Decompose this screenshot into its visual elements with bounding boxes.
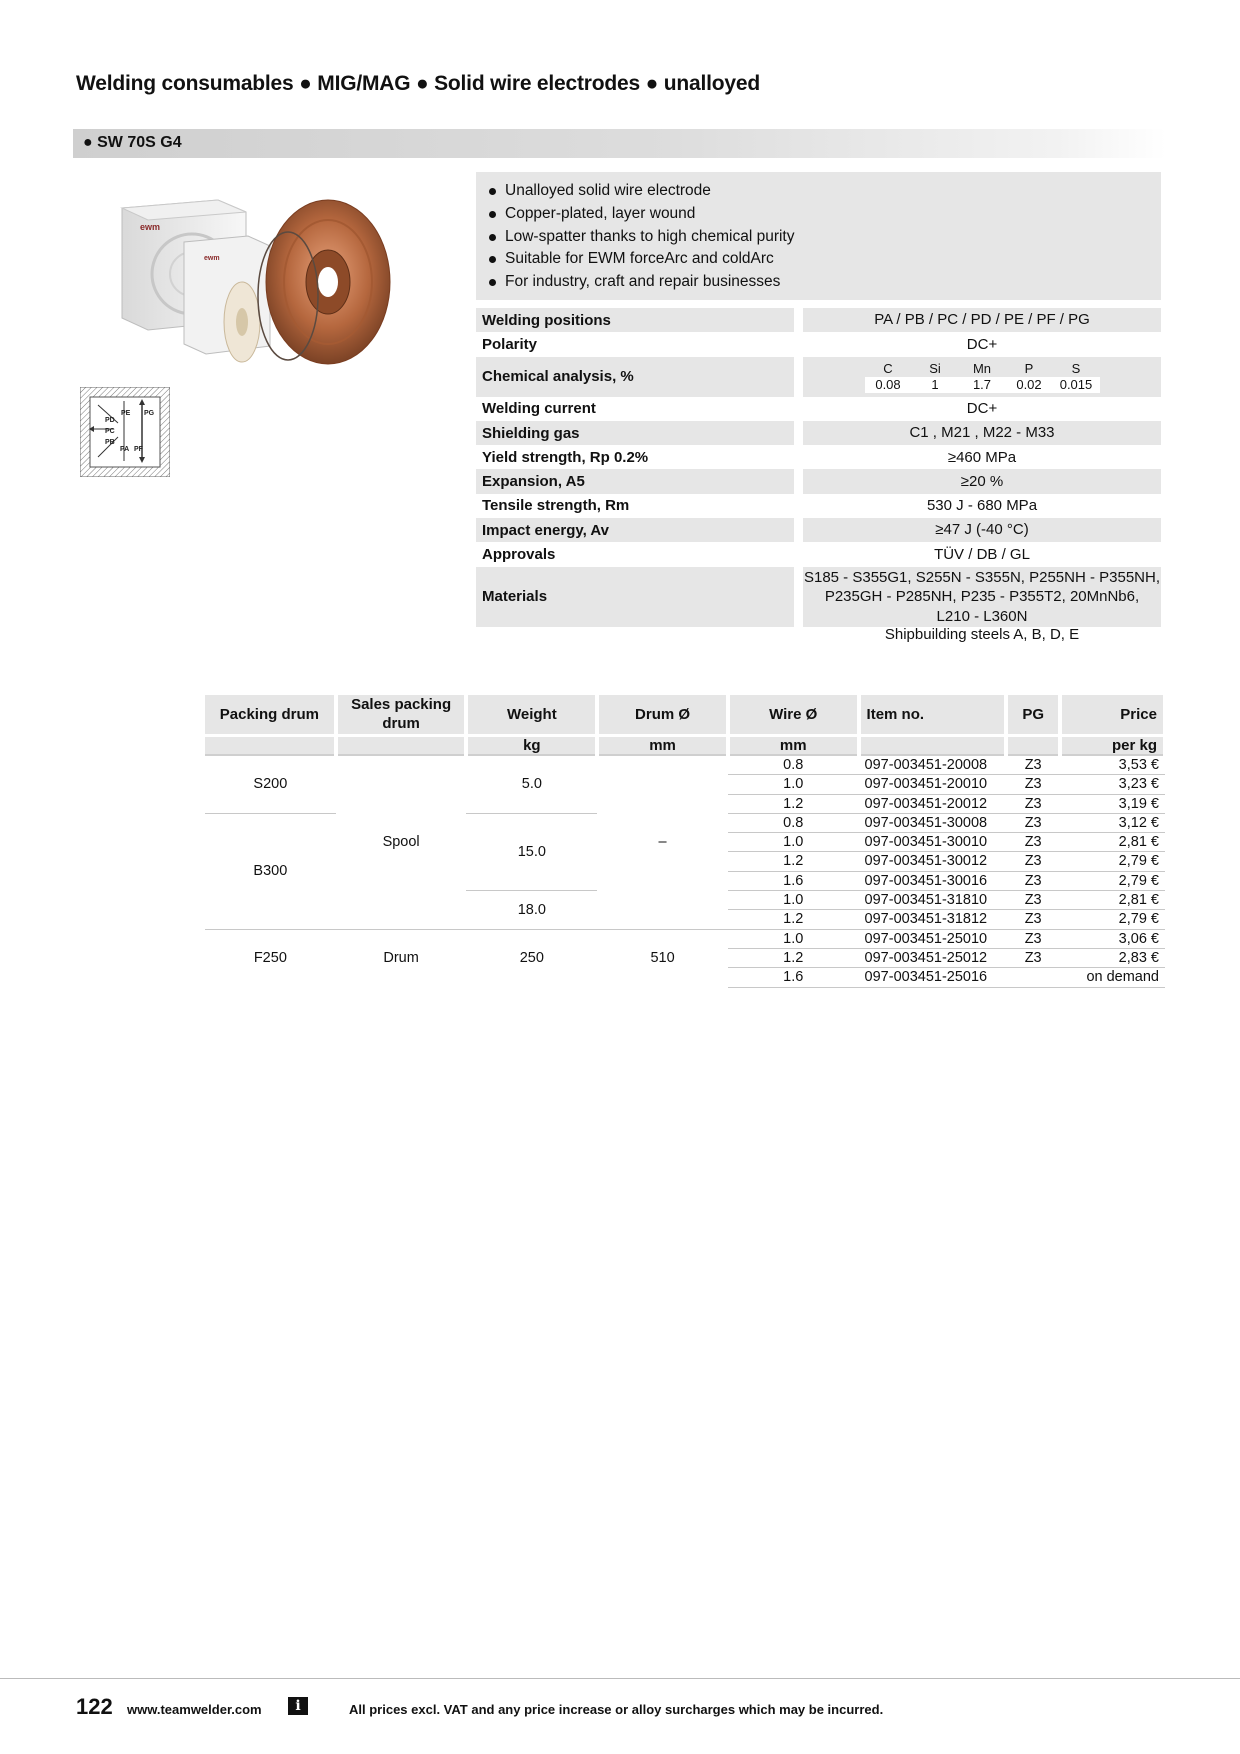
- sales-packing-cell: Drum: [336, 929, 467, 987]
- brand-logo-front: ewm: [204, 255, 220, 262]
- materials-line: L210 - L360N: [936, 607, 1028, 625]
- spec-row-polarity: [476, 332, 1161, 356]
- item-no-cell: 097-003451-25010: [859, 929, 1007, 948]
- price-cell: on demand: [1060, 968, 1165, 987]
- wire-dia-cell: 1.6: [728, 968, 859, 987]
- spec-value: DC+: [966, 335, 998, 353]
- price-cell: 3,12 €: [1060, 813, 1165, 832]
- wire-dia-cell: 0.8: [728, 813, 859, 832]
- table-row: [205, 755, 1165, 775]
- feature-item: Low-spatter thanks to high chemical purity: [487, 226, 1161, 249]
- unit-empty: [859, 735, 1007, 755]
- pg-cell: Z3: [1006, 929, 1060, 948]
- packing-drum-cell: F250: [205, 929, 336, 987]
- spec-label: Welding current: [482, 400, 596, 418]
- item-no-cell: 097-003451-20012: [859, 794, 1007, 813]
- spec-value: ≥460 MPa: [947, 448, 1017, 466]
- spec-row-welding-positions: [476, 308, 1161, 332]
- wire-dia-cell: 1.0: [728, 891, 859, 910]
- col-header-packing-drum: Packing drum: [205, 695, 336, 735]
- wire-dia-cell: 1.0: [728, 929, 859, 948]
- pos-label-pc: PC: [105, 428, 115, 435]
- pos-label-pf: PF: [134, 446, 143, 453]
- price-cell: 2,81 €: [1060, 891, 1165, 910]
- spec-label: Approvals: [482, 546, 556, 564]
- chem-element: Mn: [972, 360, 992, 376]
- footer-divider: [0, 1678, 1240, 1679]
- spec-row-welding-current: [476, 397, 1161, 421]
- brand-logo-back: ewm: [140, 222, 161, 232]
- chem-element: P: [1024, 360, 1034, 376]
- unit-price: per kg: [1060, 735, 1165, 755]
- price-cell: 2,79 €: [1060, 910, 1165, 929]
- pg-cell: Z3: [1006, 755, 1060, 775]
- wire-dia-cell: 1.0: [728, 833, 859, 852]
- spec-row-approvals: [476, 542, 1161, 566]
- materials-line: P235GH - P285NH, P235 - P355T2, 20MnNb6,: [824, 588, 1140, 606]
- page-title: Welding consumables ● MIG/MAG ● Solid wire electrodes ● unalloyed: [76, 72, 760, 95]
- feature-item: For industry, craft and repair businesses: [487, 271, 1161, 294]
- price-cell: 3,23 €: [1060, 775, 1165, 794]
- chem-value: 0.015: [1053, 377, 1100, 393]
- price-cell: 2,79 €: [1060, 852, 1165, 871]
- spec-label: Welding positions: [476, 308, 794, 332]
- specs-table: [476, 308, 1161, 627]
- drum-dia-cell: 510: [597, 929, 728, 987]
- price-cell: 2,81 €: [1060, 833, 1165, 852]
- wire-dia-cell: 1.2: [728, 794, 859, 813]
- pg-cell: Z3: [1006, 852, 1060, 871]
- price-cell: 3,19 €: [1060, 794, 1165, 813]
- materials-extra: Shipbuilding steels A, B, D, E: [884, 626, 1080, 643]
- spec-value: DC+: [966, 399, 998, 417]
- pg-cell: Z3: [1006, 775, 1060, 794]
- spec-row-materials: [476, 567, 1161, 627]
- spec-value: TÜV / DB / GL: [934, 545, 1030, 563]
- product-photo: [118, 196, 396, 368]
- pg-cell: [1006, 968, 1060, 987]
- spec-label: Materials: [476, 567, 794, 627]
- col-header-weight: Weight: [466, 695, 597, 735]
- item-no-cell: 097-003451-30008: [859, 813, 1007, 832]
- spec-label: Expansion, A5: [476, 469, 794, 493]
- price-cell: 3,06 €: [1060, 929, 1165, 948]
- spec-value: C1 , M21 , M22 - M33: [803, 421, 1161, 445]
- spec-label: Polarity: [482, 335, 538, 353]
- pos-label-pe: PE: [121, 410, 131, 417]
- ordering-table: [205, 695, 1167, 988]
- materials-line: S185 - S355G1, S255N - S355N, P255NH - P355NH,: [803, 568, 1161, 586]
- table-row: [205, 929, 1165, 948]
- product-header-bar: [73, 129, 1166, 158]
- pg-cell: Z3: [1006, 910, 1060, 929]
- product-name: ● SW 70S G4: [83, 134, 182, 151]
- chem-value: 0.02: [1006, 377, 1053, 393]
- wire-dia-cell: 1.2: [728, 948, 859, 967]
- weight-cell: 15.0: [466, 813, 597, 890]
- col-header-sales-packing-drum: Sales packing drum: [336, 695, 467, 735]
- wire-dia-cell: 1.2: [728, 910, 859, 929]
- item-no-cell: 097-003451-31812: [859, 910, 1007, 929]
- unit-wire-dia: mm: [728, 735, 859, 755]
- drum-dia-cell: –: [658, 834, 667, 851]
- item-no-cell: 097-003451-30012: [859, 852, 1007, 871]
- welding-positions-diagram: [80, 387, 170, 477]
- page-number: 122: [76, 1694, 113, 1719]
- chem-element: C: [883, 360, 893, 376]
- spec-label: Yield strength, Rp 0.2%: [482, 448, 649, 466]
- spec-row-impact-energy: [476, 518, 1161, 542]
- unit-weight: kg: [466, 735, 597, 755]
- item-no-cell: 097-003451-25016: [859, 968, 1007, 987]
- spec-row-chemical: [476, 357, 1161, 397]
- weight-cell: 5.0: [466, 755, 597, 813]
- chem-value: 1: [912, 377, 959, 393]
- wire-dia-cell: 0.8: [728, 755, 859, 775]
- col-header-wire-dia: Wire Ø: [728, 695, 859, 735]
- info-icon: i: [288, 1697, 308, 1715]
- chem-element: S: [1071, 360, 1081, 376]
- wire-dia-cell: 1.6: [728, 871, 859, 890]
- pg-cell: Z3: [1006, 794, 1060, 813]
- packing-drum-cell: S200: [205, 755, 336, 813]
- spec-label: Tensile strength, Rm: [482, 497, 630, 515]
- spec-label: Chemical analysis, %: [476, 357, 794, 397]
- pos-label-pa: PA: [120, 446, 130, 453]
- packing-drum-cell: B300: [205, 813, 336, 929]
- pos-label-pg: PG: [144, 410, 155, 417]
- feature-item: Copper-plated, layer wound: [487, 203, 1161, 226]
- col-header-pg: PG: [1006, 695, 1060, 735]
- spec-value-materials: [803, 567, 1161, 627]
- pg-cell: Z3: [1006, 871, 1060, 890]
- weight-cell: 18.0: [466, 891, 597, 930]
- pg-cell: Z3: [1006, 891, 1060, 910]
- pos-label-pd: PD: [105, 417, 115, 424]
- unit-drum-dia: mm: [597, 735, 728, 755]
- wire-dia-cell: 1.0: [728, 775, 859, 794]
- pg-cell: Z3: [1006, 813, 1060, 832]
- chem-element: Si: [929, 360, 941, 376]
- footer-note: All prices excl. VAT and any price increase or alloy surcharges which may be incurred.: [349, 1702, 884, 1717]
- feature-item: Suitable for EWM forceArc and coldArc: [487, 248, 1161, 271]
- spec-value: 530 J - 680 MPa: [926, 497, 1038, 515]
- wire-dia-cell: 1.2: [728, 852, 859, 871]
- weight-cell: 250: [466, 929, 597, 987]
- pg-cell: Z3: [1006, 833, 1060, 852]
- unit-empty: [1006, 735, 1060, 755]
- spec-value-chemical: [803, 357, 1161, 397]
- col-header-price: Price: [1060, 695, 1165, 735]
- item-no-cell: 097-003451-30010: [859, 833, 1007, 852]
- spec-label: Shielding gas: [476, 421, 794, 445]
- item-no-cell: 097-003451-30016: [859, 871, 1007, 890]
- sales-packing-cell: Spool: [382, 834, 420, 851]
- spec-value: ≥20 %: [803, 469, 1161, 493]
- spec-row-yield-strength: [476, 445, 1161, 469]
- item-no-cell: 097-003451-25012: [859, 948, 1007, 967]
- pos-label-pb: PB: [105, 439, 115, 446]
- unit-empty: [205, 735, 336, 755]
- col-header-item-no: Item no.: [859, 695, 1007, 735]
- price-cell: 3,53 €: [1060, 755, 1165, 775]
- chemical-analysis-table: [865, 361, 1100, 393]
- item-no-cell: 097-003451-20010: [859, 775, 1007, 794]
- spec-value: ≥47 J (-40 °C): [803, 518, 1161, 542]
- spec-label: Impact energy, Av: [476, 518, 794, 542]
- feature-item: Unalloyed solid wire electrode: [487, 180, 1161, 203]
- price-cell: 2,79 €: [1060, 871, 1165, 890]
- pg-cell: Z3: [1006, 948, 1060, 967]
- spec-value: PA / PB / PC / PD / PE / PF / PG: [803, 308, 1161, 332]
- col-header-drum-dia: Drum Ø: [597, 695, 728, 735]
- spec-row-shielding-gas: [476, 421, 1161, 445]
- price-cell: 2,83 €: [1060, 948, 1165, 967]
- spec-row-expansion: [476, 469, 1161, 493]
- features-box: [476, 172, 1161, 300]
- chem-value: 1.7: [959, 377, 1006, 393]
- website-link[interactable]: www.teamwelder.com: [127, 1702, 262, 1717]
- features-list: [487, 180, 1161, 294]
- item-no-cell: 097-003451-31810: [859, 891, 1007, 910]
- chem-value: 0.08: [865, 377, 912, 393]
- spec-row-tensile-strength: [476, 494, 1161, 518]
- item-no-cell: 097-003451-20008: [859, 755, 1007, 775]
- unit-empty: [336, 735, 467, 755]
